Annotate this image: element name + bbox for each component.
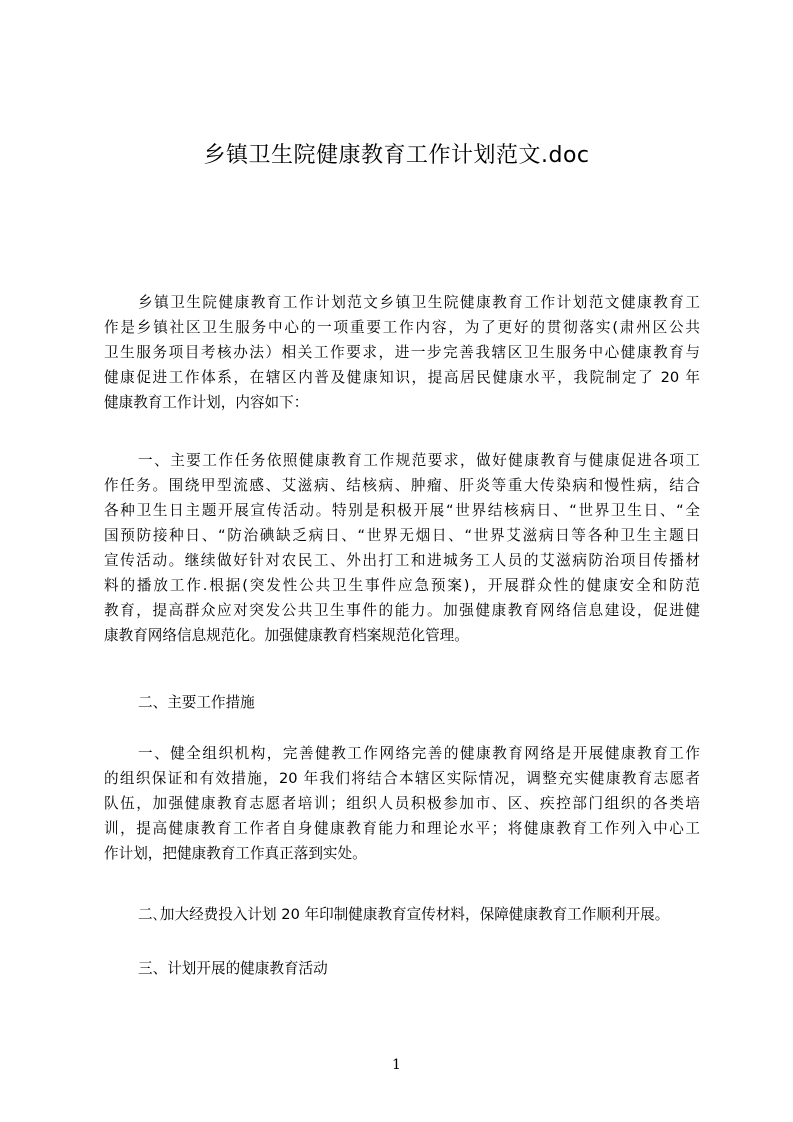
paragraph-main-tasks xyxy=(104,448,700,648)
paragraph-line: 二､加大经费投入计划 20 年印制健康教育宣传材料，保障健康教育工作顺利开展。 xyxy=(138,906,670,923)
paragraph-line: 作是乡镇社区卫生服务中心的一项重要工作内容，为了更好的贯彻落实(肃州区公共 xyxy=(104,319,700,336)
page-number: 1 xyxy=(392,1057,401,1073)
section-heading: 二、主要工作措施 xyxy=(138,694,255,711)
section-heading-measures xyxy=(104,690,700,715)
paragraph-line: 宣传活动。继续做好针对农民工、外出打工和进城务工人员的艾滋病防治项目传播材 xyxy=(104,552,700,569)
paragraph-line: 作计划，把健康教育工作真正落到实处。 xyxy=(104,845,367,862)
paragraph-line: 一、健全组织机构，完善健教工作网络完善的健康教育网络是开展健康教育工作 xyxy=(138,745,700,762)
document-title: 乡镇卫生院健康教育工作计划范文.doc xyxy=(203,143,590,168)
paragraph-line: 健康教育工作计划，内容如下： xyxy=(104,394,309,411)
paragraph-organization xyxy=(104,741,700,866)
paragraph-line: 健康促进工作体系，在辖区内普及健康知识，提高居民健康水平，我院制定了 20 年 xyxy=(104,369,700,386)
paragraph-funding xyxy=(104,902,700,927)
paragraph-line: 训，提高健康教育工作者自身健康教育能力和理论水平；将健康教育工作列入中心工 xyxy=(104,820,700,837)
paragraph-line: 卫生服务项目考核办法）相关工作要求，进一步完善我辖区卫生服务中心健康教育与 xyxy=(104,344,700,361)
paragraph-line: 各种卫生日主题开展宣传活动。特别是积极开展“世界结核病日、“世界卫生日、“全 xyxy=(104,502,700,519)
paragraph-line: 作任务。围绕甲型流感、艾滋病、结核病、肿瘤、肝炎等重大传染病和慢性病，结合 xyxy=(104,477,700,494)
section-heading-activities xyxy=(104,956,700,981)
paragraph-line: 乡镇卫生院健康教育工作计划范文乡镇卫生院健康教育工作计划范文健康教育工 xyxy=(138,294,700,311)
paragraph-line: 队伍，加强健康教育志愿者培训；组织人员积极参加市、区、疾控部门组织的各类培 xyxy=(104,795,700,812)
paragraph-line: 康教育网络信息规范化。加强健康教育档案规范化管理。 xyxy=(104,627,469,644)
paragraph-line: 料的播放工作.根据(突发性公共卫生事件应急预案)，开展群众性的健康安全和防范 xyxy=(104,577,700,594)
paragraph-line: 一、主要工作任务依照健康教育工作规范要求，做好健康教育与健康促进各项工 xyxy=(138,452,700,469)
paragraph-intro xyxy=(104,290,700,415)
paragraph-line: 教育，提高群众应对突发公共卫生事件的能力。加强健康教育网络信息建设，促进健 xyxy=(104,602,700,619)
paragraph-line: 国预防接种日、“防治碘缺乏病日、“世界无烟日、“世界艾滋病日等各种卫生主题日 xyxy=(104,527,700,544)
section-heading: 三、计划开展的健康教育活动 xyxy=(138,960,328,977)
paragraph-line: 的组织保证和有效措施，20 年我们将结合本辖区实际情况，调整充实健康教育志愿者 xyxy=(104,770,700,787)
